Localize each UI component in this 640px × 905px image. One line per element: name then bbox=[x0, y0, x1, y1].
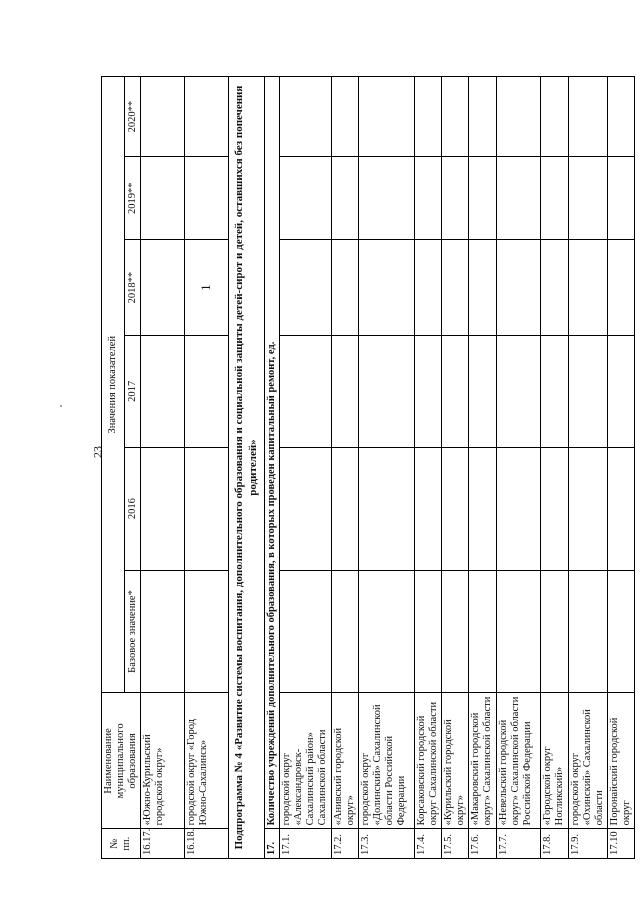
value-cell bbox=[141, 157, 185, 240]
value-cell bbox=[496, 157, 540, 240]
table-row bbox=[540, 77, 568, 859]
row-number: 17.3. bbox=[358, 829, 414, 859]
value-cell bbox=[414, 570, 441, 693]
municipality-name: городской округ «Александровск-Сахалинский район» Сахалинской области bbox=[280, 693, 331, 829]
table-body-top bbox=[141, 77, 229, 859]
value-cell bbox=[568, 240, 607, 335]
row-number: 16.17. bbox=[141, 829, 185, 859]
value-cell bbox=[280, 447, 331, 570]
value-cell bbox=[540, 77, 568, 157]
value-cell bbox=[414, 240, 441, 335]
value-cell bbox=[141, 447, 185, 570]
value-cell bbox=[280, 77, 331, 157]
value-cell bbox=[568, 335, 607, 447]
table-row bbox=[141, 77, 185, 859]
value-cell bbox=[441, 335, 468, 447]
value-cell bbox=[568, 447, 607, 570]
row-number: 17.4. bbox=[414, 829, 441, 859]
value-cell bbox=[358, 570, 414, 693]
value-cell bbox=[608, 240, 635, 335]
value-cell: 1 bbox=[185, 240, 229, 335]
value-cell bbox=[468, 447, 496, 570]
value-cell bbox=[608, 335, 635, 447]
municipality-name: Корсаковский городской округ Сахалинской области bbox=[414, 693, 441, 829]
value-cell bbox=[414, 77, 441, 157]
table-row bbox=[358, 77, 414, 859]
row-number: 17.9. bbox=[568, 829, 607, 859]
value-cell bbox=[608, 157, 635, 240]
value-cell bbox=[568, 570, 607, 693]
value-cell bbox=[540, 447, 568, 570]
municipality-name: городской округ «Долинский» Сахалинской области Российской Федерации bbox=[358, 693, 414, 829]
column-header: 2018** bbox=[125, 240, 141, 335]
value-cell bbox=[540, 570, 568, 693]
value-cell bbox=[185, 77, 229, 157]
value-cell bbox=[141, 77, 185, 157]
row-number: 17.5. bbox=[441, 829, 468, 859]
value-cell bbox=[568, 77, 607, 157]
value-cell bbox=[331, 335, 358, 447]
value-cell bbox=[441, 157, 468, 240]
page-number: 23 bbox=[90, 446, 105, 458]
value-cell bbox=[141, 570, 185, 693]
municipality-name: Поронайский городской округ bbox=[608, 693, 635, 829]
value-cell bbox=[331, 447, 358, 570]
value-cell bbox=[358, 157, 414, 240]
value-cell bbox=[540, 240, 568, 335]
table-row bbox=[331, 77, 358, 859]
value-cell bbox=[441, 447, 468, 570]
column-header: 2016 bbox=[125, 447, 141, 570]
municipality-name: «Макаровский городской округ» Сахалинской области bbox=[468, 693, 496, 829]
value-cell bbox=[414, 447, 441, 570]
value-cell bbox=[468, 77, 496, 157]
value-cell bbox=[358, 77, 414, 157]
value-cell bbox=[414, 335, 441, 447]
value-cell bbox=[496, 335, 540, 447]
table-container bbox=[101, 76, 633, 859]
value-cell bbox=[468, 157, 496, 240]
value-cell bbox=[280, 157, 331, 240]
table-row bbox=[468, 77, 496, 859]
table-row bbox=[280, 77, 331, 859]
value-cell bbox=[141, 335, 185, 447]
value-cell bbox=[280, 570, 331, 693]
value-cell bbox=[441, 240, 468, 335]
value-cell bbox=[185, 335, 229, 447]
value-cell bbox=[540, 335, 568, 447]
value-cell bbox=[496, 240, 540, 335]
row-number: 17.1. bbox=[280, 829, 331, 859]
subsection-title: Количество учреждений дополнительного образования, в которых проведен капитальный ремонт, ед. bbox=[265, 77, 280, 829]
section-title: Подпрограмма № 4 «Развитие системы воспитания, дополнительного образования и социальной защиты детей-сирот и детей, оставшихся без попечения родителей» bbox=[229, 77, 265, 859]
municipality-name: «Невельский городской округ» Сахалинской области Российской Федерации bbox=[496, 693, 540, 829]
column-header: Базовое значение* bbox=[125, 570, 141, 693]
value-cell bbox=[358, 447, 414, 570]
municipality-name: «Южно-Курильский городской округ» bbox=[141, 693, 185, 829]
value-cell bbox=[358, 240, 414, 335]
column-header: 2020** bbox=[125, 77, 141, 157]
header-num: № пп. bbox=[102, 829, 141, 859]
row-number: 17.8. bbox=[540, 829, 568, 859]
value-cell bbox=[331, 240, 358, 335]
table-body-bottom bbox=[280, 77, 635, 859]
value-cell bbox=[331, 570, 358, 693]
table-row bbox=[414, 77, 441, 859]
value-cell bbox=[358, 335, 414, 447]
municipality-name: городской округ «Город Южно-Сахалинск» bbox=[185, 693, 229, 829]
header-name: Наименование муниципального образования bbox=[102, 693, 141, 829]
row-number: 16.18. bbox=[185, 829, 229, 859]
scan-artifact bbox=[60, 405, 62, 407]
value-cell bbox=[608, 447, 635, 570]
row-number: 17.6. bbox=[468, 829, 496, 859]
value-cell bbox=[331, 157, 358, 240]
value-cell bbox=[331, 77, 358, 157]
municipality-name: «Анивский городской округ» bbox=[331, 693, 358, 829]
table-row bbox=[608, 77, 635, 859]
municipality-name: «Курильский городской округ» bbox=[441, 693, 468, 829]
table-row bbox=[441, 77, 468, 859]
document-page bbox=[101, 76, 633, 859]
row-number: 17.2. bbox=[331, 829, 358, 859]
value-cell bbox=[280, 335, 331, 447]
value-cell bbox=[468, 570, 496, 693]
value-cell bbox=[608, 77, 635, 157]
value-cell bbox=[141, 240, 185, 335]
value-cell bbox=[185, 447, 229, 570]
table-row bbox=[496, 77, 540, 859]
value-cell bbox=[540, 157, 568, 240]
table-row bbox=[185, 77, 229, 859]
value-cell bbox=[568, 157, 607, 240]
value-cell bbox=[608, 570, 635, 693]
table-row bbox=[568, 77, 607, 859]
value-cell bbox=[441, 77, 468, 157]
row-number: 17.7. bbox=[496, 829, 540, 859]
value-cell bbox=[185, 570, 229, 693]
subsection-num: 17. bbox=[265, 829, 280, 859]
municipality-name: городской округ «Охинский» Сахалинской области bbox=[568, 693, 607, 829]
municipality-name: «Городской округ Ногликский» bbox=[540, 693, 568, 829]
value-cell bbox=[441, 570, 468, 693]
value-cell bbox=[414, 157, 441, 240]
value-cell bbox=[468, 335, 496, 447]
value-cell bbox=[185, 157, 229, 240]
indicators-table bbox=[101, 76, 635, 859]
value-cell bbox=[496, 77, 540, 157]
column-header: 2019** bbox=[125, 157, 141, 240]
header-values-group: Значения показателей bbox=[102, 77, 125, 693]
value-cell bbox=[496, 570, 540, 693]
value-cell bbox=[468, 240, 496, 335]
value-cell bbox=[280, 240, 331, 335]
column-header: 2017 bbox=[125, 335, 141, 447]
row-number: 17.10 bbox=[608, 829, 635, 859]
value-cell bbox=[496, 447, 540, 570]
